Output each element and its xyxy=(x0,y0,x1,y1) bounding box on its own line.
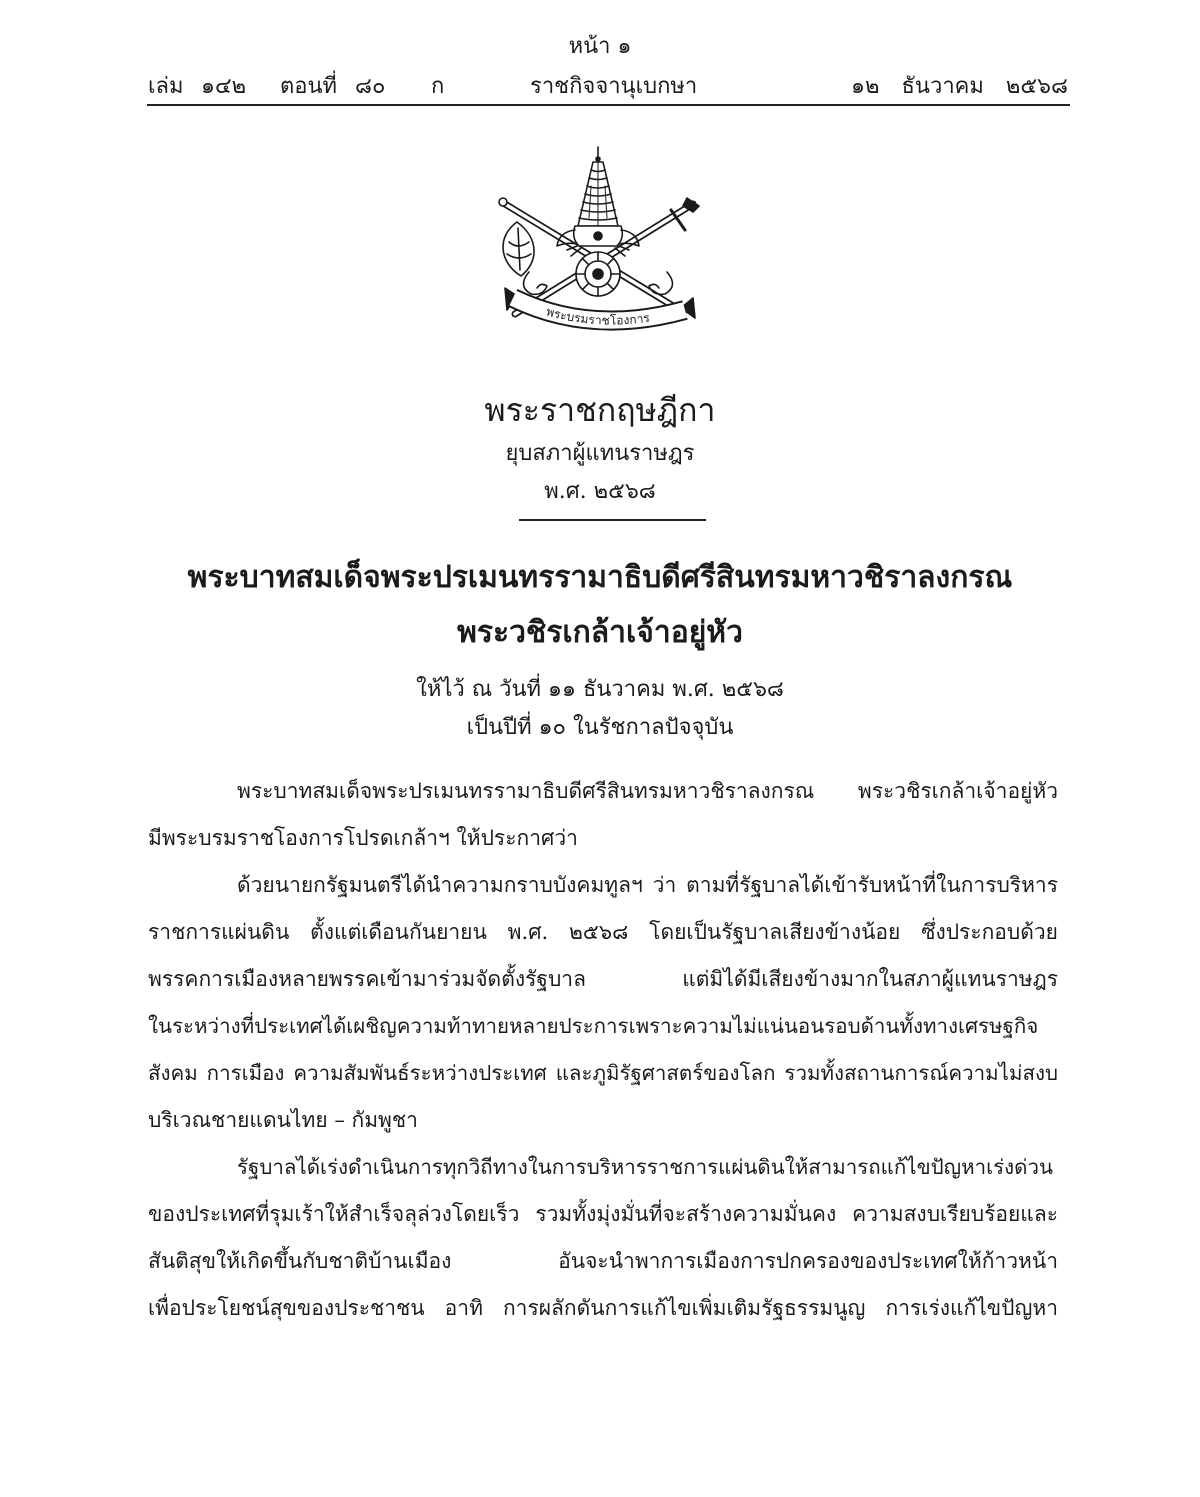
royal-name-line-2: พระวชิรเกล้าเจ้าอยู่หัว xyxy=(457,615,743,650)
body-line: เพื่อประโยชน์สุขของประชาชน อาทิ การผลักดันการแก้ไขเพิ่มเติมรัฐธรรมนูญ การเร่งแก้ไขปัญหา xyxy=(148,1296,1058,1320)
body-line: ด้วยนายกรัฐมนตรีได้นำความกราบบังคมทูลฯ ว่า ตามที่รัฐบาลได้เข้ารับหน้าที่ในการบริหาร xyxy=(237,873,1058,897)
body-line: สังคม การเมือง ความสัมพันธ์ระหว่างประเทศ และภูมิรัฐศาสตร์ของโลก รวมทั้งสถานการณ์ความไม่สงบ xyxy=(148,1061,1058,1085)
emblem-disk xyxy=(576,252,620,296)
volume-number: ๑๔๒ xyxy=(201,74,247,99)
emblem-ornament-left xyxy=(523,272,547,294)
publication-date xyxy=(851,70,1068,104)
title-divider xyxy=(519,519,706,521)
decree-type: พระราชกฤษฎีกา xyxy=(484,391,716,429)
paragraph xyxy=(148,862,1058,1144)
paragraph xyxy=(148,1144,1058,1332)
decree-year: พ.ศ. ๒๕๖๘ xyxy=(544,479,656,504)
date-year: ๒๕๖๘ xyxy=(1005,74,1068,99)
section-label: ตอนที่ xyxy=(280,74,338,99)
emblem-ribbon-textpath: พระบรมราชโองการ xyxy=(544,303,651,328)
body-line: รัฐบาลได้เร่งดำเนินการทุกวิถีทางในการบริหารราชการแผ่นดินให้สามารถแก้ไขปัญหาเร่งด่วน xyxy=(237,1155,1053,1179)
section-type: ก xyxy=(431,74,445,99)
reign-year: เป็นปีที่ ๑๐ ในรัชกาลปัจจุบัน xyxy=(466,715,734,740)
masthead-divider xyxy=(147,104,1070,106)
body-line: ในระหว่างที่ประเทศได้เผชิญความท้าทายหลายประการเพราะความไม่แน่นอนรอบด้านทั้งทางเศรษฐกิจ xyxy=(148,1014,1039,1038)
decree-title-block xyxy=(0,385,1200,511)
gazette-masthead xyxy=(147,70,1070,104)
body-line: บริเวณชายแดนไทย – กัมพูชา xyxy=(148,1108,418,1132)
royal-emblem-icon xyxy=(487,146,709,338)
date-month: ธันวาคม xyxy=(901,74,984,99)
date-day: ๑๒ xyxy=(851,74,880,99)
section-number: ๘๐ xyxy=(355,74,386,99)
given-date: ให้ไว้ ณ วันที่ ๑๑ ธันวาคม พ.ศ. ๒๕๖๘ xyxy=(416,677,784,702)
volume-label: เล่ม xyxy=(148,74,184,99)
page-number: หน้า ๑ xyxy=(568,34,632,59)
royal-name-block xyxy=(0,550,1200,660)
paragraph xyxy=(148,768,1058,862)
given-date-block xyxy=(0,671,1200,747)
gazette-name: ราชกิจจานุเบกษา xyxy=(530,74,698,99)
royal-name-line-1: พระบาทสมเด็จพระปรเมนทรรามาธิบดีศรีสินทรมหาวชิราลงกรณ xyxy=(187,560,1013,595)
body-line: มีพระบรมราชโองการโปรดเกล้าฯ ให้ประกาศว่า xyxy=(148,826,578,850)
body-line: ราชการแผ่นดิน ตั้งแต่เดือนกันยายน พ.ศ. ๒๕๖๘ โดยเป็นรัฐบาลเสียงข้างน้อย ซึ่งประกอบด้วย xyxy=(148,920,1058,944)
decree-subject: ยุบสภาผู้แทนราษฎร xyxy=(505,441,695,466)
emblem-ornament-right xyxy=(649,272,673,294)
body-line: พรรคการเมืองหลายพรรคเข้ามาร่วมจัดตั้งรัฐบาล แต่มิได้มีเสียงข้างมากในสภาผู้แทนราษฎร xyxy=(148,967,1058,991)
body-line: สันติสุขให้เกิดขึ้นกับชาติบ้านเมือง อันจะนำพาการเมืองการปกครองของประเทศให้ก้าวหน้า xyxy=(148,1249,1058,1273)
body-line: ของประเทศที่รุมเร้าให้สำเร็จลุล่วงโดยเร็ว รวมทั้งมุ่งมั่นที่จะสร้างความมั่นคง ความสงบเรียบร้อยและ xyxy=(148,1202,1058,1226)
body-line: พระบาทสมเด็จพระปรเมนทรรามาธิบดีศรีสินทรมหาวชิราลงกรณ พระวชิรเกล้าเจ้าอยู่หัว xyxy=(237,779,1058,803)
decree-body xyxy=(148,768,1058,1332)
emblem-fan xyxy=(503,222,534,276)
